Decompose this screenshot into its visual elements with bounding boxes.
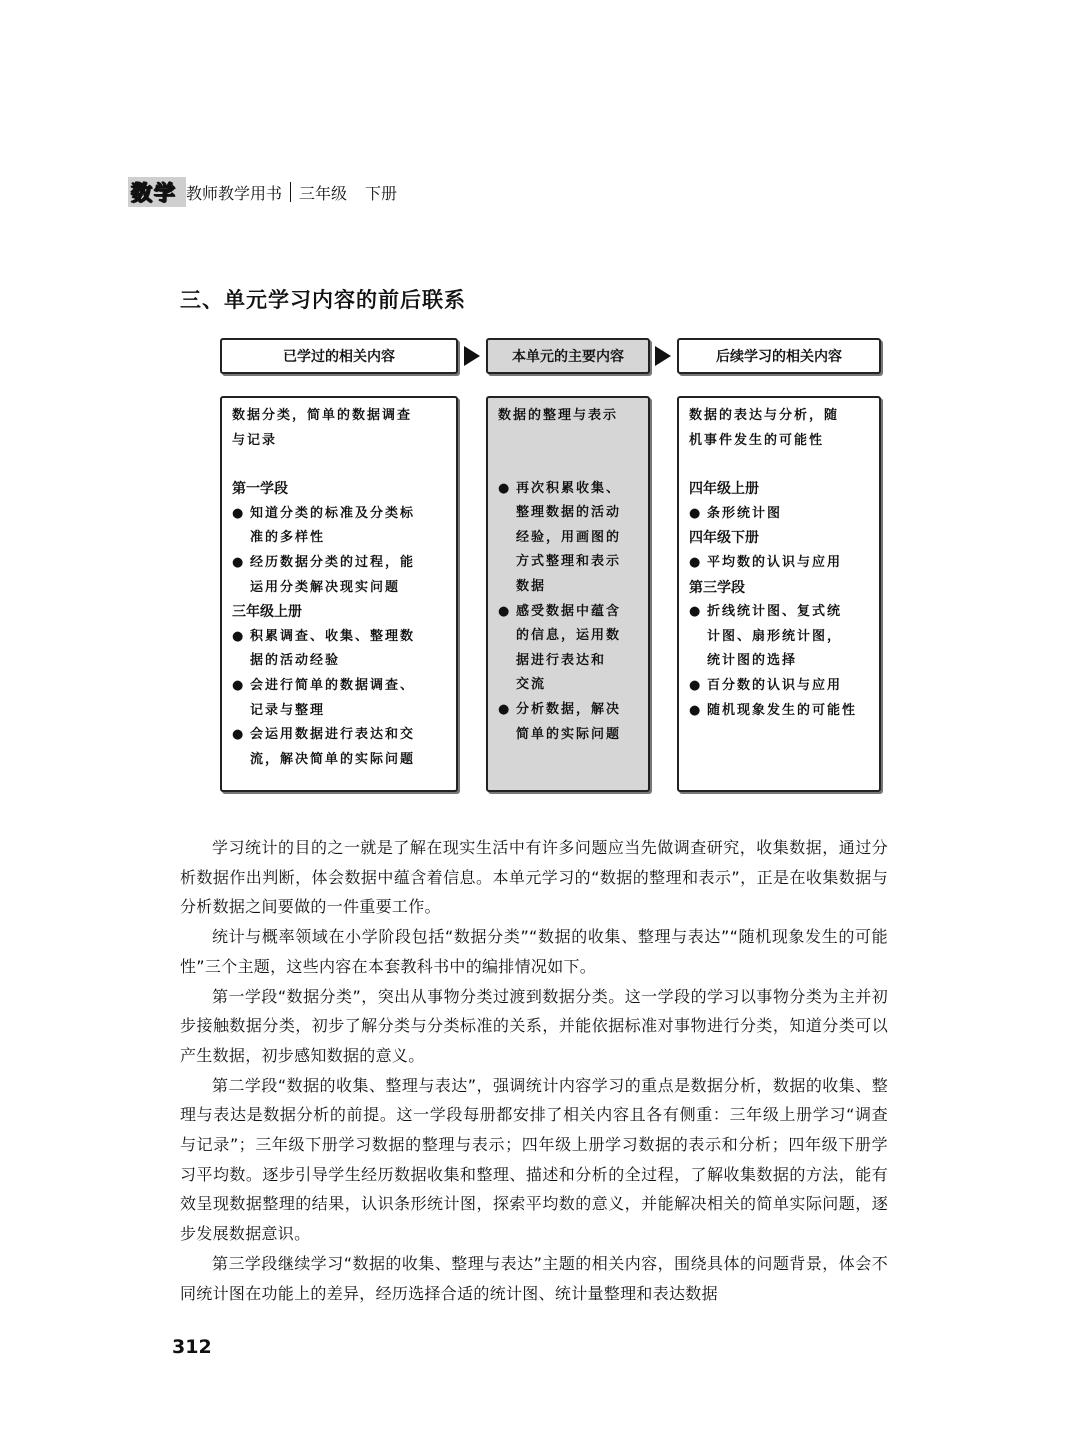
- bullet-line: ● 平均数的认识与应用: [689, 551, 869, 576]
- bullet-item: [232, 551, 446, 600]
- brand-logo: [128, 177, 186, 207]
- bullet-line: 简单的实际问题: [516, 726, 622, 742]
- bullet-line: ● 会进行简单的数据调查、: [232, 674, 446, 699]
- bullet-line: 数据: [516, 578, 547, 594]
- bullet-item: [689, 674, 869, 699]
- bullet-line: ● 再次积累收集、: [498, 477, 638, 502]
- lead-line: 与记录: [232, 432, 278, 448]
- brand-text: 数学: [131, 180, 177, 205]
- group-title: 三年级上册: [232, 604, 302, 621]
- arrow-right-icon: [655, 346, 671, 366]
- bullet-item: [232, 625, 446, 674]
- group-title: 第三学段: [689, 579, 745, 596]
- bullet-line: 整理数据的活动: [516, 505, 622, 521]
- bullet-line: 流，解决简单的实际问题: [250, 751, 416, 767]
- group-title: 四年级下册: [689, 530, 759, 547]
- bullet-item: [232, 674, 446, 723]
- lead-line: 数据分类，简单的数据调查: [232, 408, 413, 423]
- column-lead: [689, 404, 869, 453]
- bullet-line: ● 百分数的认识与应用: [689, 674, 869, 699]
- bullet-line: ● 经历数据分类的过程，能: [232, 551, 446, 576]
- bullet-line: ● 积累调查、收集、整理数: [232, 625, 446, 650]
- bullet-line: 运用分类解决现实问题: [250, 579, 401, 595]
- spacer: [498, 429, 638, 453]
- bullet-line: ● 分析数据，解决: [498, 698, 638, 723]
- bullet-line: 经验，用画图的: [516, 529, 622, 545]
- bullet-item: [498, 477, 638, 600]
- group-title: 四年级上册: [689, 481, 759, 498]
- unit-content-box: [486, 396, 650, 792]
- paragraph: 第一学段“数据分类”，突出从事物分类过渡到数据分类。这一学段的学习以事物分类为主并初步接触数据分类，初步了解分类与分类标准的关系，并能依据标准对事物进行分类，知道分类可以产生数据，初步感知数据的意义。: [180, 986, 888, 1065]
- paragraph: 第三学段继续学习“数据的收集、整理与表达”主题的相关内容，围绕具体的问题背景，体会不同统计图在功能上的差异，经历选择合适的统计图、统计量整理和表达数据: [180, 1253, 888, 1303]
- header-separator: [290, 182, 291, 202]
- bullet-item: [689, 551, 869, 576]
- spacer: [498, 453, 638, 477]
- spacer: [232, 453, 446, 477]
- grade-label: 三年级: [299, 183, 348, 203]
- section-title: 三、单元学习内容的前后联系: [180, 288, 466, 312]
- label-later-content: 后续学习的相关内容: [677, 338, 881, 374]
- bullet-line: 的信息，运用数: [516, 628, 622, 644]
- bullet-item: [232, 723, 446, 772]
- volume-label: 下册: [365, 183, 398, 203]
- bullet-line: 计图、扇形统计图，: [707, 628, 843, 644]
- prior-content-box: [220, 396, 458, 792]
- bullet-item: [689, 699, 869, 724]
- bullet-line: 准的多样性: [250, 530, 326, 546]
- bullet-line: 统计图的选择: [707, 653, 798, 669]
- bullet-line: ● 会运用数据进行表达和交: [232, 723, 446, 748]
- column-lead: 数据的整理与表示: [498, 408, 619, 423]
- bullet-item: [689, 502, 869, 527]
- arrow-right-icon: [464, 346, 480, 366]
- bullet-item: [232, 502, 446, 551]
- bullet-line: 记录与整理: [250, 702, 326, 718]
- bullet-line: 方式整理和表示: [516, 554, 622, 570]
- bullet-line: ● 条形统计图: [689, 502, 869, 527]
- body-text: [180, 833, 888, 1308]
- bullet-item: [498, 698, 638, 747]
- bullet-line: 据的活动经验: [250, 653, 341, 669]
- paragraph: 学习统计的目的之一就是了解在现实生活中有许多问题应当先做调查研究，收集数据，通过分析数据作出判断，体会数据中蕴含着信息。本单元学习的“数据的整理和表示”，正是在收集数据与分析数据之间要做的一件重要工作。: [180, 838, 888, 917]
- paragraph: 第二学段“数据的收集、整理与表达”，强调统计内容学习的重点是数据分析，数据的收集、整理与表达是数据分析的前提。这一学段每册都安排了相关内容且各有侧重：三年级上册学习“调查与记录”；三年级下册学习数据的整理与表示；四年级上册学习数据的表示和分析；四年级下册学习平均数。逐步引导学生经历数据收集和整理、描述和分析的全过程，了解收集数据的方法，能有效呈现数据整理的结果，认识条形统计图，探索平均数的意义，并能解决相关的简单实际问题，逐步发展数据意识。: [180, 1075, 888, 1244]
- spacer: [689, 453, 869, 477]
- bullet-line: 据进行表达和: [516, 652, 607, 668]
- book-name: 教师教学用书: [186, 183, 283, 203]
- lead-line: 数据的表达与分析，随: [689, 408, 840, 423]
- group-title: 第一学段: [232, 481, 288, 498]
- later-content-box: [677, 396, 881, 792]
- page-number: 312: [172, 1336, 212, 1358]
- label-prior-content: 已学过的相关内容: [220, 338, 458, 374]
- bullet-line: ● 随机现象发生的可能性: [689, 699, 869, 724]
- bullet-item: [689, 600, 869, 674]
- running-header: [128, 178, 397, 206]
- column-lead: [232, 404, 446, 453]
- paragraph: 统计与概率领域在小学阶段包括“数据分类”“数据的收集、整理与表达”“随机现象发生的可能性”三个主题，这些内容在本套教科书中的编排情况如下。: [180, 927, 888, 976]
- lead-line: 机事件发生的可能性: [689, 432, 825, 448]
- bullet-line: ● 感受数据中蕴含: [498, 600, 638, 625]
- label-unit-content: 本单元的主要内容: [486, 338, 650, 374]
- bullet-item: [498, 600, 638, 698]
- bullet-line: ● 知道分类的标准及分类标: [232, 502, 446, 527]
- bullet-line: 交流: [516, 677, 547, 693]
- bullet-line: ● 折线统计图、复式统: [689, 600, 869, 625]
